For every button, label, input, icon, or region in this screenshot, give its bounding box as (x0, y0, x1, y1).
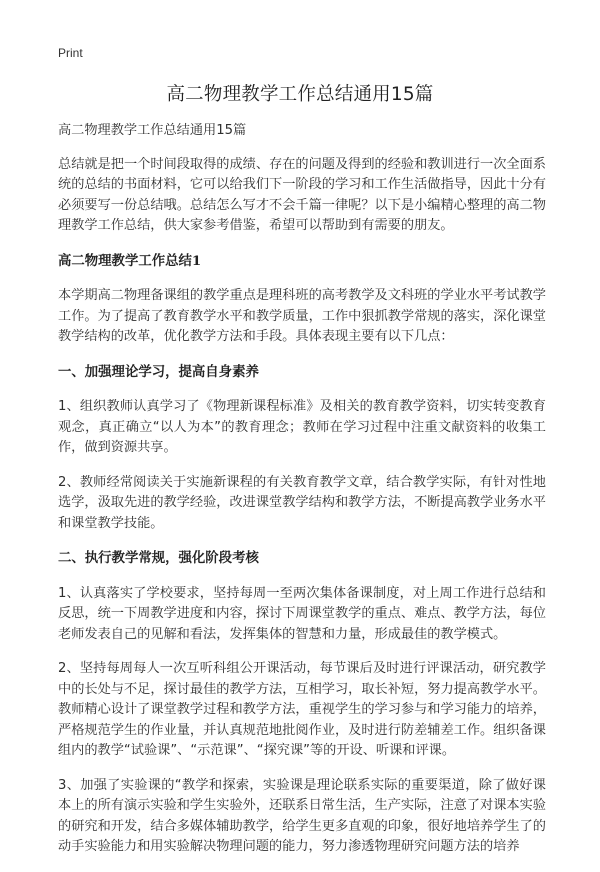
print-link[interactable]: Print (58, 46, 83, 60)
page-title: 高二物理教学工作总结通用15篇 (166, 84, 434, 105)
article-subtitle: 高二物理教学工作总结通用15篇 (58, 123, 247, 138)
article-body (58, 121, 546, 872)
part-heading: 一、加强理论学习，提高自身素养 (58, 363, 259, 380)
paragraph: 2、坚持每周每人一次互听科组公开课活动，每节课后及时进行评课活动，研究教学中的长处与不足，探讨最佳的教学方法，互相学习，取长补短，努力提高教学水平。教师精心设计了课堂教学过程和教学方法，重视学生的学习参与和学习能力的培养，严格规范学生的作业量，并认真规范地批阅作业，及时进行防差辅差工作。组织备课组内的教学“试验课”、“示范课”、“探究课”等的开设、听课和评课。 (58, 661, 546, 758)
part-heading: 二、执行教学常规，强化阶段考核 (58, 550, 259, 566)
paragraph: 1、组织教师认真学习了《物理新课程标准》及相关的教育教学资料，切实转变教育观念，真正确立“以人为本”的教育理念；教师在学习过程中注重文献资料的收集工作，做到资源共享。 (58, 399, 546, 455)
intro-paragraph: 总结就是把一个时间段取得的成绩、存在的问题及得到的经验和教训进行一次全面系统的总结的书面材料，它可以给我们下一阶段的学习和工作生活做指导，因此十分有必须要写一份总结哦。总结怎么写才不会千篇一律呢？以下是小编精心整理的高二物理教学工作总结，供大家参考借鉴，希望可以帮助到有需要的朋友。 (58, 156, 546, 233)
paragraph: 3、加强了实验课的“教学和探索，实验课是理论联系实际的重要渠道，除了做好课本上的所有演示实验和学生实验外，还联系日常生活，生产实际，注意了对课本实验的研究和开发，结合多媒体辅助教学，给学生更多直观的印象，很好地培养学生了的动手实验能力和用实验解决物理问题的能力，努力渗透物理研究问题方法的培养 (58, 777, 546, 854)
paragraph: 2、教师经常阅读关于实施新课程的有关教育教学文章，结合教学实际，有针对性地选学，汲取先进的教学经验，改进课堂教学结构和教学方法，不断提高教学业务水平和课堂教学技能。 (58, 474, 546, 531)
section-heading: 高二物理教学工作总结1 (58, 252, 202, 269)
paragraph: 1、认真落实了学校要求，坚持每周一至两次集体备课制度，对上周工作进行总结和反思，统一下周教学进度和内容，探讨下周课堂教学的重点、难点、教学方法，每位老师发表自己的见解和看法，发挥集体的智慧和力量，形成最佳的教学模式。 (58, 585, 546, 642)
section-intro-paragraph: 本学期高二物理备课组的教学重点是理科班的高考教学及文科班的学业水平考试教学工作。为了提高了教育教学水平和教学质量，工作中狠抓教学常规的落实，深化课堂教学结构的改革，优化教学方法和手段。具体表现主要有以下几点： (58, 288, 546, 344)
